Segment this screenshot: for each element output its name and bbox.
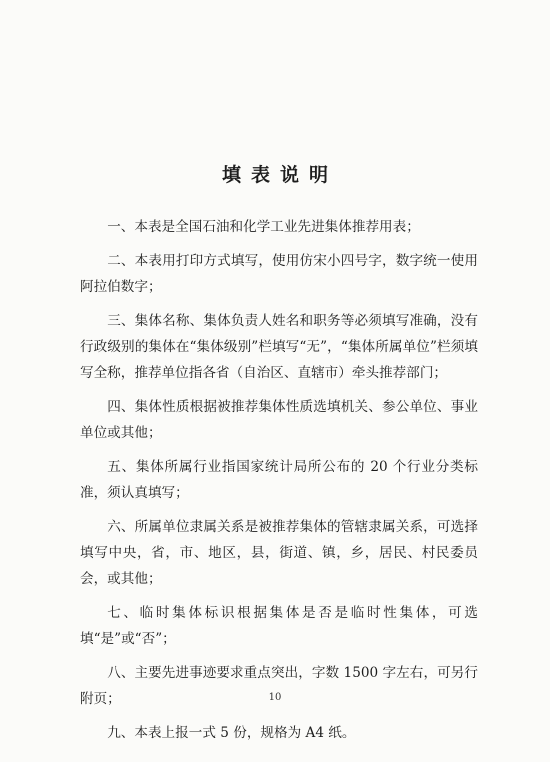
instruction-item-2: 二、本表用打印方式填写，使用仿宋小四号字，数字统一使用阿拉伯数字；	[80, 253, 478, 295]
page-title: 填表说明	[221, 164, 338, 186]
instruction-item-4: 四、集体性质根据被推荐集体性质选填机关、参公单位、事业单位或其他；	[80, 399, 478, 441]
instruction-item-9: 九、本表上报一式 5 份，规格为 A4 纸。	[107, 725, 356, 741]
instructions-body	[80, 214, 478, 754]
instruction-item-5: 五、集体所属行业指国家统计局所公布的 20 个行业分类标准，须认真填写；	[80, 459, 478, 501]
instruction-item-7: 七、临时集体标识根据集体是否是临时性集体，可选填“是”或“否”；	[80, 605, 478, 647]
instruction-item-3: 三、集体名称、集体负责人姓名和职务等必须填写准确，没有行政级别的集体在“集体级别”栏填写“无”，“集体所属单位”栏须填写全称，推荐单位指各省（自治区、直辖市）牵头推荐部门；	[80, 313, 478, 381]
page-number: 10	[268, 692, 282, 703]
instruction-item-8: 八、主要先进事迹要求重点突出，字数 1500 字左右，可另行附页；	[80, 665, 478, 707]
instruction-item-6: 六、所属单位隶属关系是被推荐集体的管辖隶属关系，可选择填写中央，省，市、地区，县，街道、镇，乡，居民、村民委员会，或其他；	[80, 519, 478, 587]
instruction-item-1: 一、本表是全国石油和化学工业先进集体推荐用表；	[107, 219, 420, 235]
